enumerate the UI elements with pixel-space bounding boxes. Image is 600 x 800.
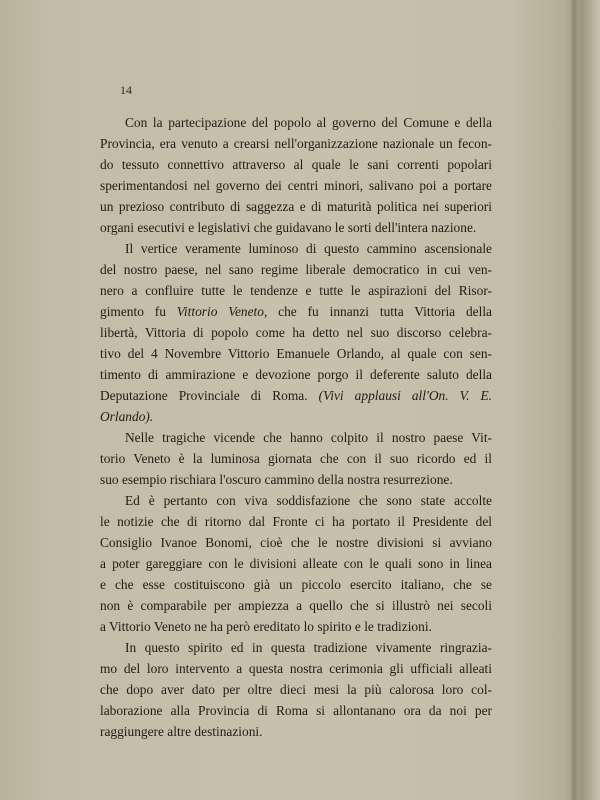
text-line: Provincia, era venuto a crearsi nell'organizzazione nazionale un fecon- [100,136,492,151]
text-line: le notizie che di ritorno dal Fronte ci ha portato il Presidente del [100,514,492,529]
text-line: laborazione alla Provincia di Roma si allontanano ora da noi per [100,703,492,718]
text-line: Con la partecipazione del popolo al governo del Comune e della [125,115,492,130]
body-text [100,112,492,742]
text-line: suo esempio rischiara l'oscuro cammino della nostra resurrezione. [100,472,453,487]
text-line: e che esse costituiscono già un piccolo esercito italiano, che se [100,577,492,592]
text-line: del nostro paese, nel sano regime liberale democratico in cui ven- [100,262,492,277]
text-line: organi esecutivi e legislativi che guidavano le sorti dell'intera nazione. [100,220,477,235]
text-line: Consiglio Ivanoe Bonomi, cioè che le nostre divisioni si avviano [100,535,492,550]
text-line: Il vertice veramente luminoso di questo cammino ascensionale [125,241,492,256]
page-number: 14 [120,83,132,97]
text-line: mo del loro intervento a questa nostra cerimonia gli ufficiali alleati [100,661,492,676]
text-line: Nelle tragiche vicende che hanno colpito il nostro paese Vit- [125,430,492,445]
text-line: timento di ammirazione e devozione porgo il deferente saluto della [100,367,492,382]
text-line: torio Veneto è la luminosa giornata che con il suo ricordo ed il [100,451,492,466]
text-line: gimento fu Vittorio Veneto, che fu innanzi tutta Vittoria della [100,304,492,319]
text-line: non è comparabile per ampiezza a quello che si illustrò nei secoli [100,598,492,613]
page-gutter-shadow [570,0,578,800]
text-line: sperimentandosi nel governo dei centri minori, salivano poi a portare [100,178,492,193]
text-line: a poter gareggiare con le divisioni alleate con le quali sono in linea [100,556,492,571]
text-line: un prezioso contributo di saggezza e di maturità politica nei superiori [100,199,492,214]
text-line: In questo spirito ed in questa tradizione vivamente ringrazia- [125,640,492,655]
text-line: nero a confluire tutte le tendenze e tutte le aspirazioni del Risor- [100,283,492,298]
text-line: libertà, Vittoria di popolo come ha detto nel suo discorso celebra- [100,325,492,340]
text-line: Deputazione Provinciale di Roma. (Vivi applausi all'On. V. E. [100,388,493,403]
text-line: Orlando). [100,409,154,424]
text-line: do tessuto connettivo attraverso al quale le sani correnti popolari [100,157,492,172]
text-line: Ed è pertanto con viva soddisfazione che sono state accolte [125,493,492,508]
text-line: raggiungere altre destinazioni. [100,724,263,739]
text-line: che dopo aver dato per oltre dieci mesi la più calorosa loro col- [100,682,492,697]
text-line: tivo del 4 Novembre Vittorio Emanuele Orlando, al quale con sen- [100,346,492,361]
text-line: a Vittorio Veneto ne ha però ereditato lo spirito e le tradizioni. [100,619,432,634]
